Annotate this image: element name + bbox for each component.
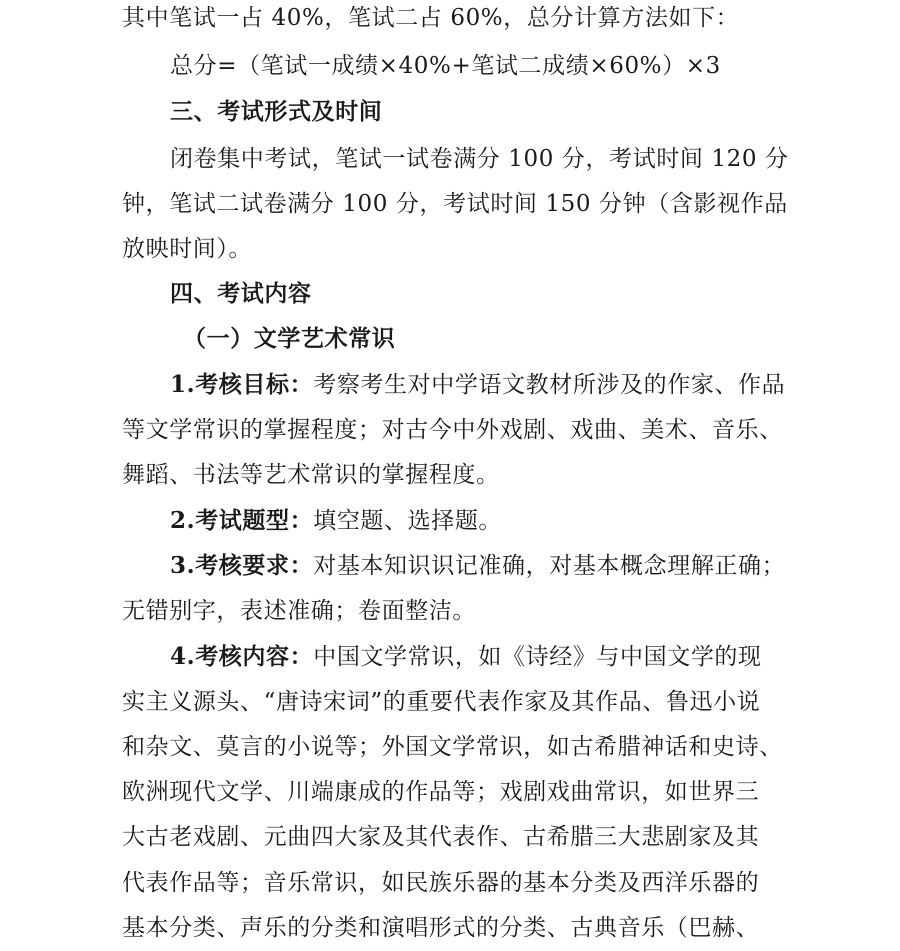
item-1-label: 1.考核目标： (170, 371, 314, 398)
item-3-label: 3.考核要求： (170, 552, 314, 579)
section-4-heading: 四、考试内容 (170, 280, 312, 307)
item-1-line-1 (170, 370, 785, 400)
item-2-line (170, 506, 502, 536)
item-4-label: 4.考核内容： (170, 643, 314, 670)
item-4-line-2: 实主义源头、“唐诗宋词”的重要代表作家及其作品、鲁迅小说 (122, 689, 761, 715)
item-4-text: 中国文学常识，如《诗经》与中国文学的现 (313, 644, 762, 670)
item-4-line-7: 基本分类、声乐的分类和演唱形式的分类、古典音乐（巴赫、 (122, 915, 760, 941)
section-3-line-1: 闭卷集中考试，笔试一试卷满分 100 分，考试时间 120 分 (170, 146, 789, 172)
item-4-line-1 (170, 642, 762, 672)
subsection-1-heading: （一）文学艺术常识 (183, 325, 396, 352)
item-3-line-2: 无错别字，表述准确；卷面整洁。 (122, 598, 476, 624)
section-3-heading: 三、考试形式及时间 (170, 98, 383, 125)
item-3-text: 对基本知识识记准确，对基本概念理解正确； (313, 553, 786, 579)
item-2-text: 填空题、选择题。 (313, 508, 503, 534)
item-3-line-1 (170, 551, 785, 581)
item-4-line-3: 和杂文、莫言的小说等；外国文学常识，如古希腊神话和史诗、 (122, 734, 783, 760)
item-1-line-2: 等文学常识的掌握程度；对古今中外戏剧、戏曲、美术、音乐、 (122, 417, 783, 443)
item-4-line-4: 欧洲现代文学、川端康成的作品等；戏剧戏曲常识，如世界三 (122, 779, 760, 805)
item-4-line-5: 大古老戏剧、元曲四大家及其代表作、古希腊三大悲剧家及其 (122, 824, 760, 850)
formula-line: 总分=（笔试一成绩×40%+笔试二成绩×60%）×3 (170, 53, 721, 79)
item-1-line-3: 舞蹈、书法等艺术常识的掌握程度。 (122, 462, 500, 488)
section-3-line-3: 放映时间）。 (122, 236, 253, 262)
intro-line: 其中笔试一占 40%，笔试二占 60%，总分计算方法如下： (122, 5, 740, 31)
item-4-line-6: 代表作品等；音乐常识，如民族乐器的基本分类及西洋乐器的 (122, 870, 760, 896)
section-3-line-2: 钟，笔试二试卷满分 100 分，考试时间 150 分钟（含影视作品 (122, 191, 788, 217)
item-2-label: 2.考试题型： (170, 507, 314, 534)
item-1-text: 考察考生对中学语文教材所涉及的作家、作品 (313, 372, 786, 398)
